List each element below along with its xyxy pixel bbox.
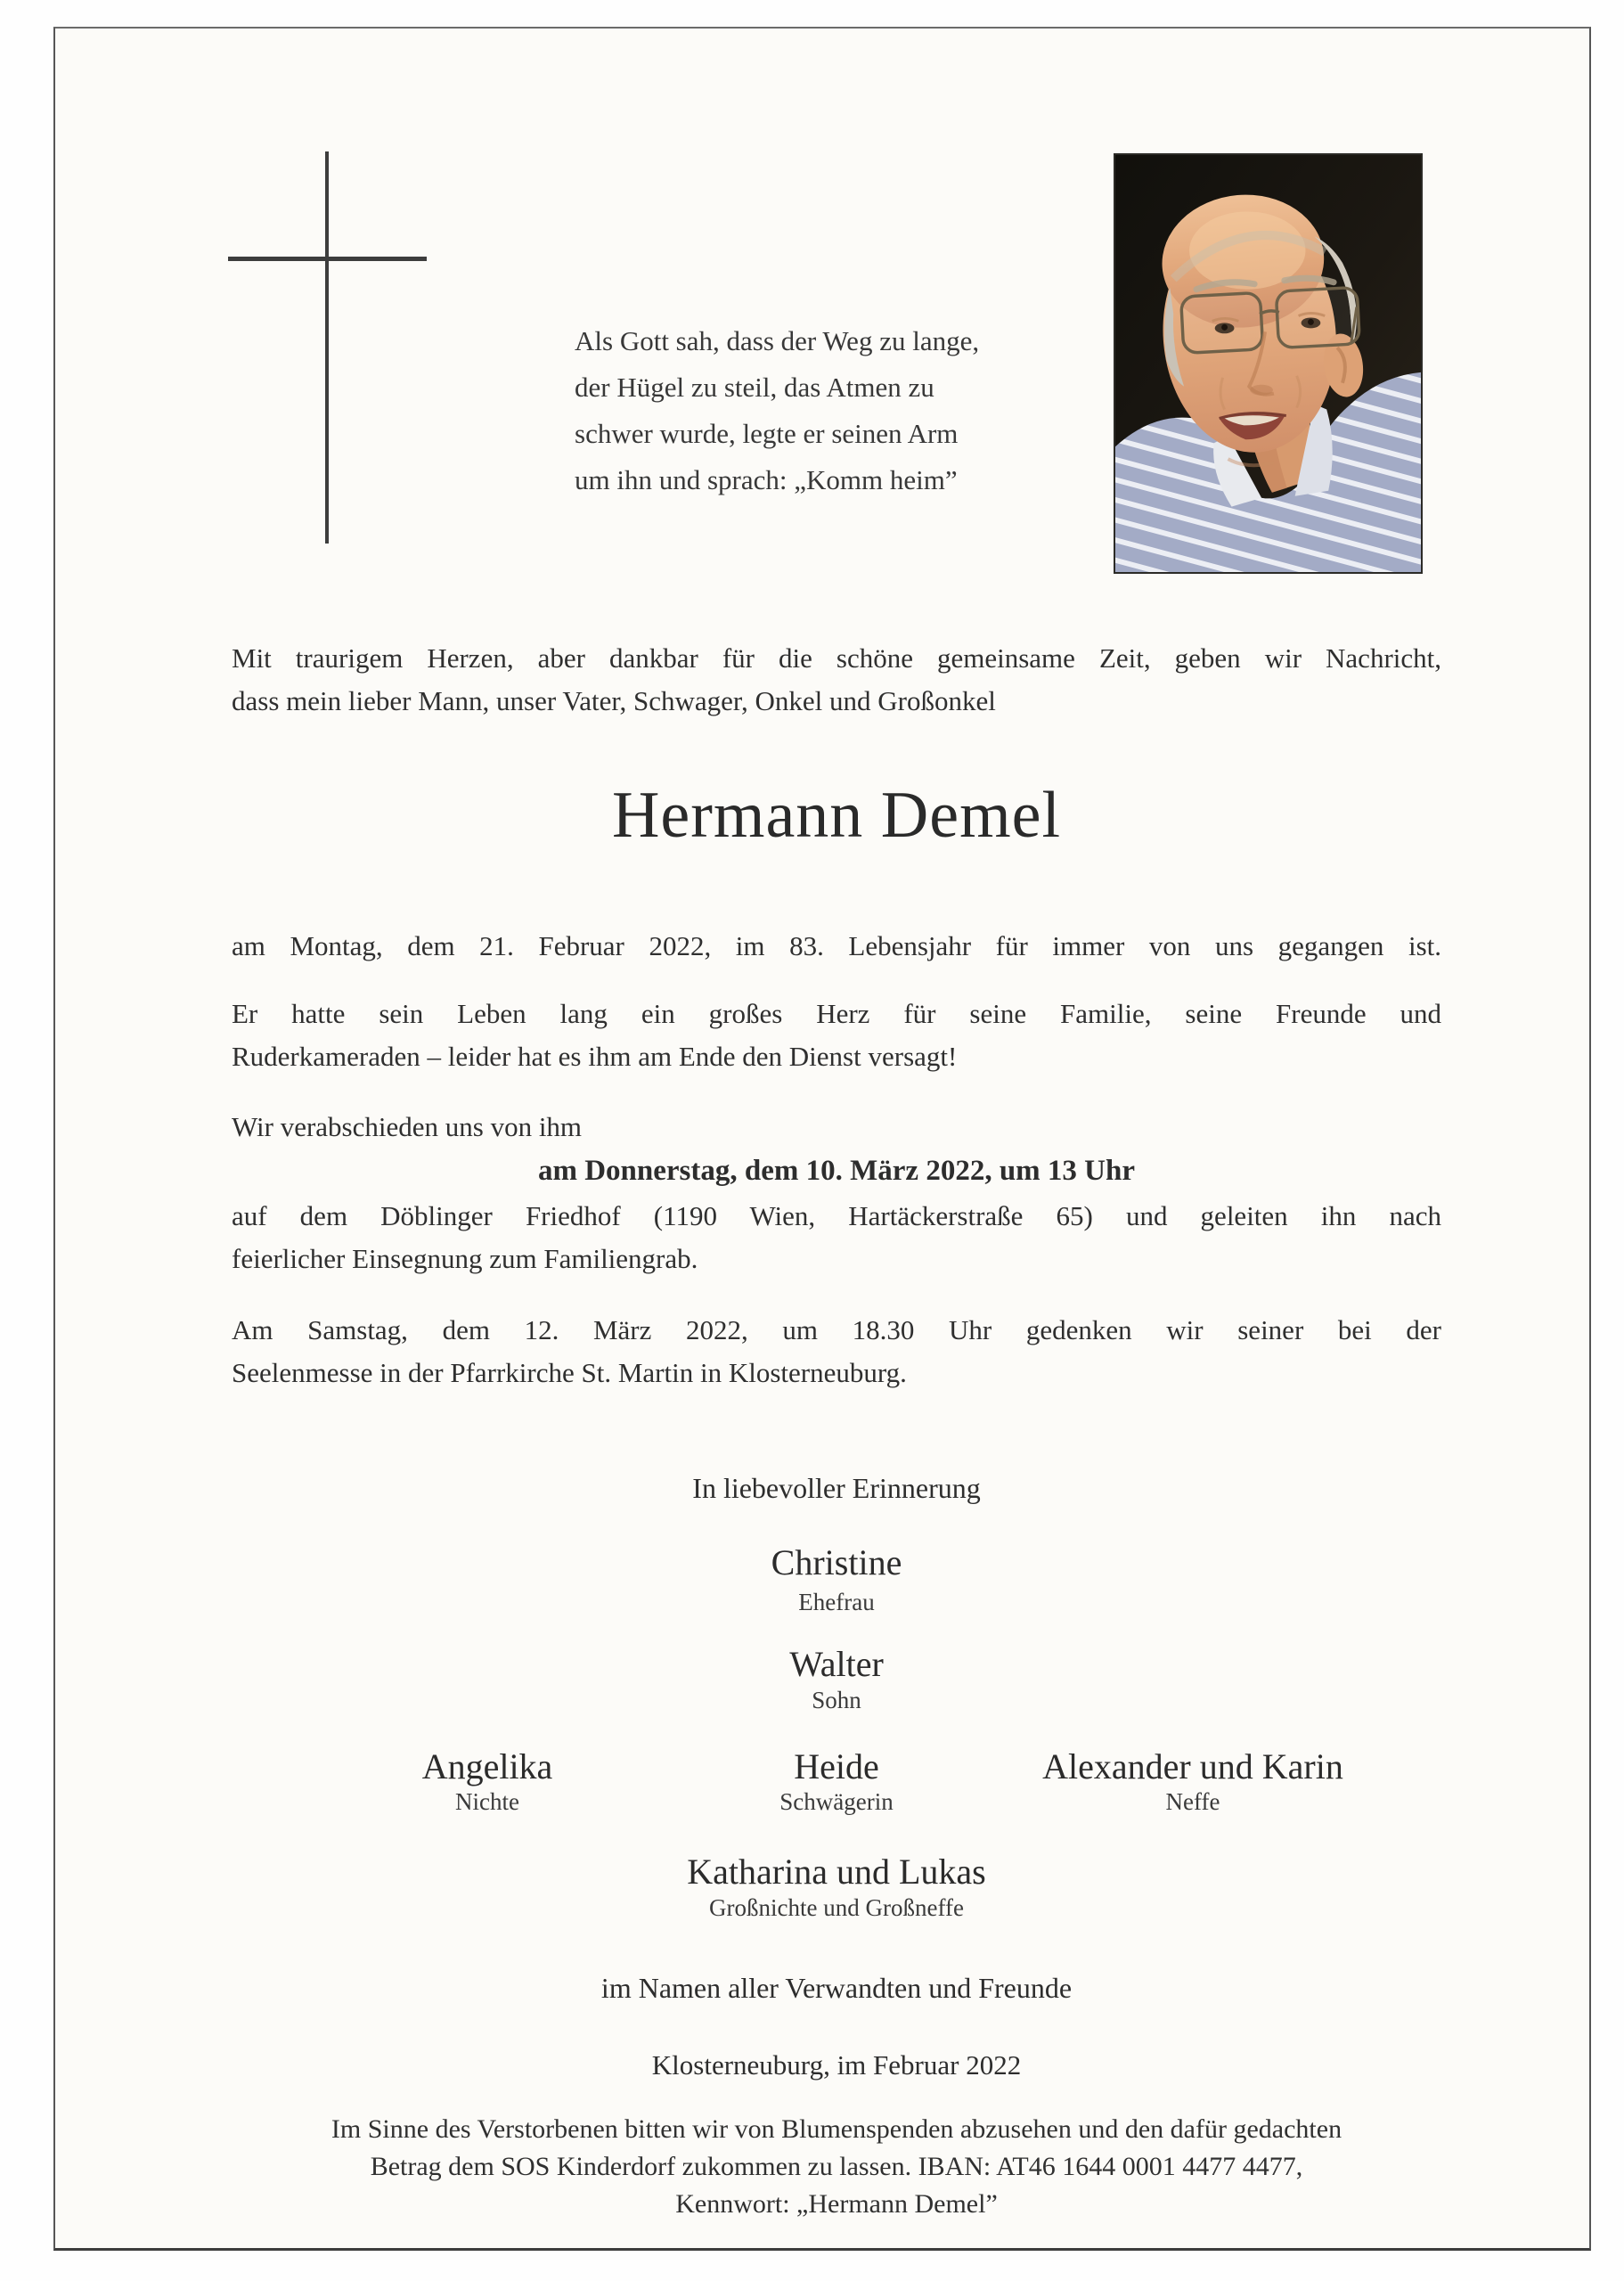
funeral-place-line: auf dem Döblinger Friedhof (1190 Wien, Hartäckerstraße 65) und geleiten ihn nach [232, 1200, 1441, 1231]
portrait-illustration [1115, 155, 1421, 572]
donation-line: Betrag dem SOS Kinderdorf zukommen zu lassen. IBAN: AT46 1644 0001 4477 4477, [370, 2152, 1303, 2181]
intro-line: Mit traurigem Herzen, aber dankbar für die schöne gemeinsame Zeit, geben wir Nachricht, [232, 642, 1441, 674]
verse-block [575, 318, 1073, 503]
remembrance-line: In liebevoller Erinnerung [692, 1472, 981, 1504]
donation-line: Im Sinne des Verstorbenen bitten wir von Blumenspenden abzusehen und den dafür gedachten [331, 2114, 1342, 2144]
mourner-relation: Großnichte und Großneffe [709, 1894, 964, 1921]
memorial-card [53, 27, 1591, 2251]
mourner-relation: Schwägerin [779, 1788, 894, 1815]
mourner-name: Walter [789, 1644, 884, 1684]
life-line: Ruderkameraden – leider hat es ihm am Ende den Dienst versagt! [232, 1041, 958, 1072]
verse-line: schwer wurde, legte er seinen Arm [575, 418, 959, 449]
deceased-name: Hermann Demel [611, 779, 1062, 852]
memorial-mass-line: Am Samstag, dem 12. März 2022, um 18.30 Uhr gedenken wir seiner bei der [232, 1314, 1441, 1345]
death-date-line: am Montag, dem 21. Februar 2022, im 83. Lebensjahr für immer von uns gegangen ist. [232, 930, 1441, 961]
farewell-intro-line: Wir verabschieden uns von ihm [232, 1111, 583, 1142]
life-paragraph [232, 993, 1441, 1078]
mourner-relation: Nichte [455, 1788, 519, 1815]
portrait-photo [1114, 153, 1423, 574]
memorial-mass-paragraph [232, 1309, 1441, 1394]
memorial-mass-line: Seelenmesse in der Pfarrkirche St. Martin in Klosterneuburg. [232, 1357, 907, 1388]
intro-line: dass mein lieber Mann, unser Vater, Schwager, Onkel und Großonkel [232, 685, 996, 716]
mourner-name: Angelika [421, 1746, 553, 1786]
mourner-relation: Ehefrau [798, 1589, 875, 1615]
mourner-name: Katharina und Lukas [687, 1852, 986, 1892]
cross-horizontal-bar [228, 257, 427, 261]
verse-line: Als Gott sah, dass der Weg zu lange, [575, 325, 980, 356]
mourner-name: Heide [794, 1746, 879, 1786]
intro-paragraph [232, 637, 1441, 723]
mourner-relation: Neffe [1165, 1788, 1220, 1815]
verse-line: der Hügel zu steil, das Atmen zu [575, 372, 934, 403]
mourner-name: Alexander und Karin [1042, 1746, 1343, 1786]
place-date-line: Klosterneuburg, im Februar 2022 [651, 2049, 1022, 2081]
verse-line: um ihn und sprach: „Komm heim” [575, 464, 958, 495]
death-date-paragraph [232, 925, 1441, 968]
funeral-datetime-line: am Donnerstag, dem 10. März 2022, um 13 Uhr [537, 1155, 1135, 1187]
donation-note [232, 2111, 1441, 2223]
funeral-place-paragraph [232, 1195, 1441, 1280]
funeral-place-line: feierlicher Einsegnung zum Familiengrab. [232, 1243, 698, 1274]
cross-vertical-bar [325, 151, 329, 544]
mourner-name: Christine [771, 1542, 902, 1582]
life-line: Er hatte sein Leben lang ein großes Herz für seine Familie, seine Freunde und [232, 998, 1441, 1029]
mourner-relation: Sohn [812, 1687, 861, 1713]
closing-line: im Namen aller Verwandten und Freunde [600, 1972, 1073, 2004]
donation-line: Kennwort: „Hermann Demel” [675, 2189, 998, 2219]
mourner-entry [979, 1746, 1407, 1816]
